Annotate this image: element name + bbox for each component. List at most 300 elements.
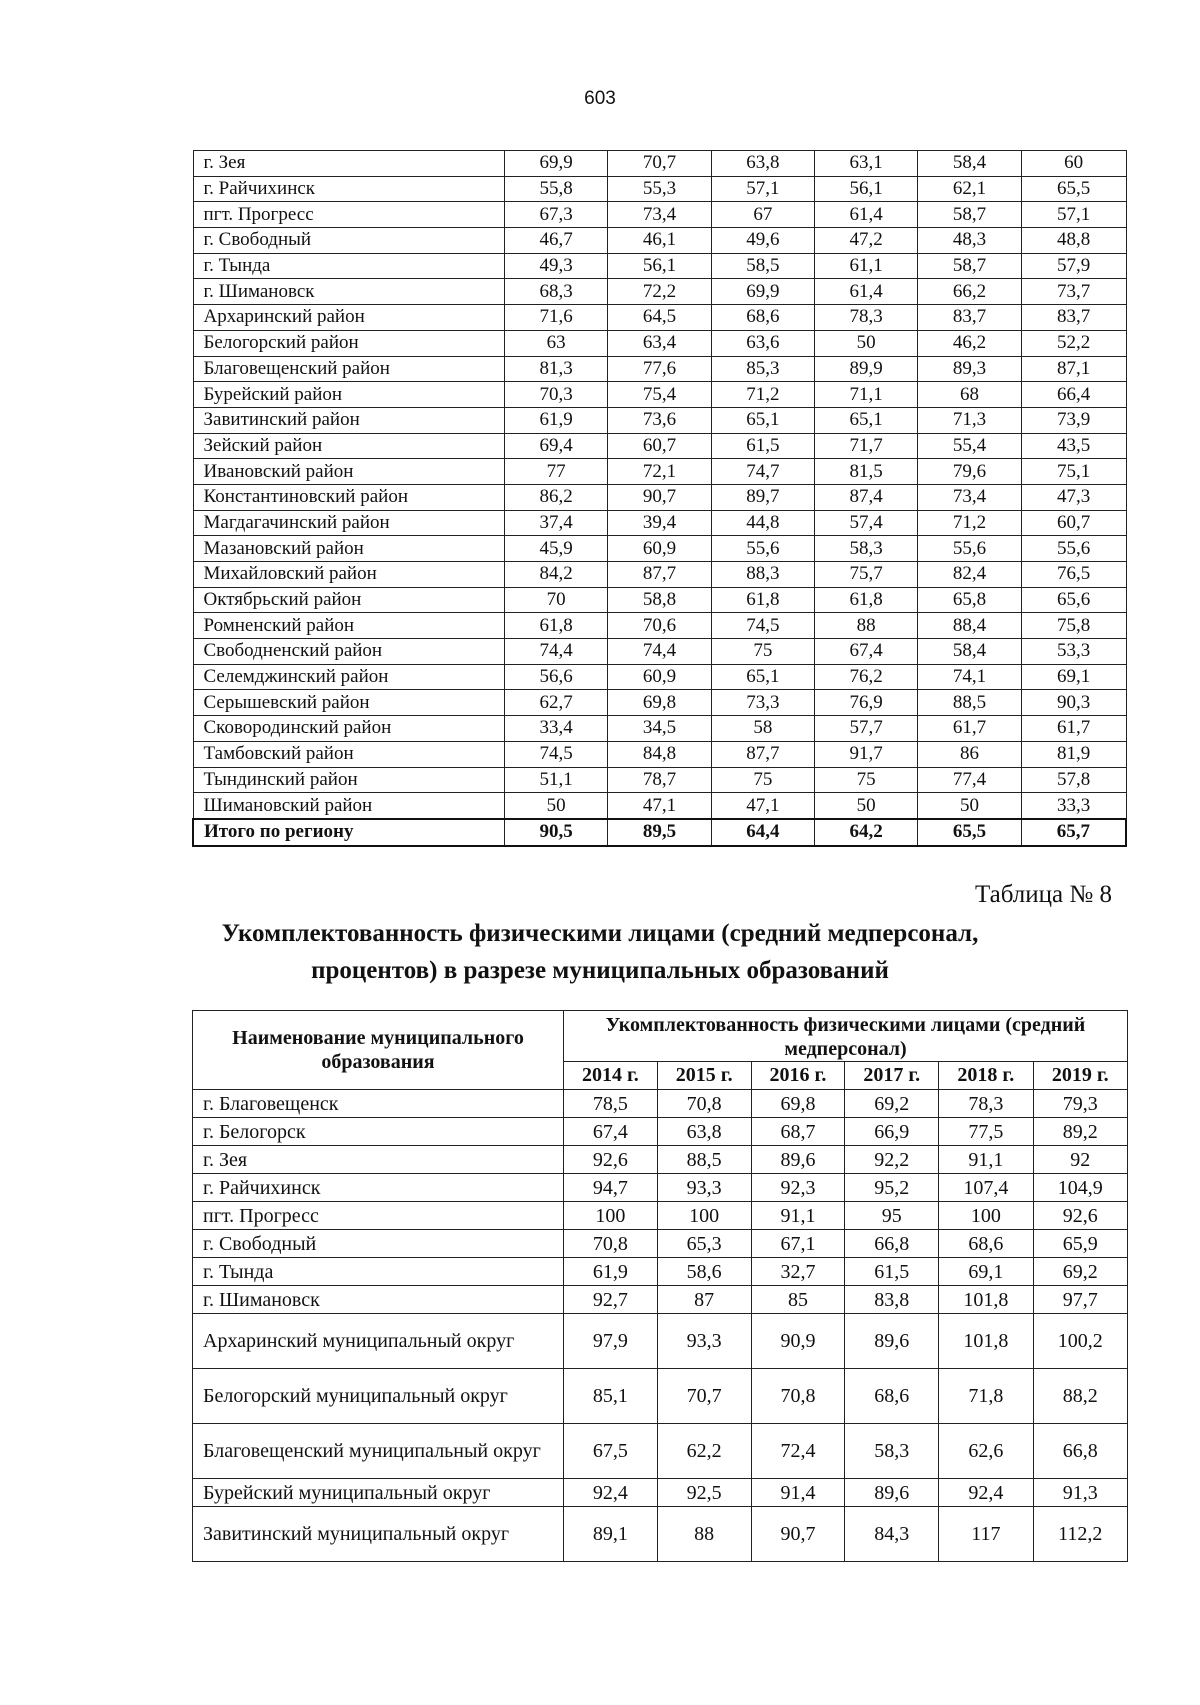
table-row [193, 279, 1126, 305]
value-cell: 85 [751, 1286, 845, 1314]
table-row [193, 1314, 1128, 1369]
value-cell: 104,9 [1033, 1174, 1127, 1202]
value-cell: 64,4 [711, 819, 814, 846]
value-cell: 73,7 [1021, 279, 1126, 305]
table-row [193, 613, 1126, 639]
value-cell: 69,9 [505, 151, 608, 177]
value-cell: 47,1 [711, 793, 814, 819]
table-row [193, 562, 1126, 588]
municipality-name-cell: Архаринский муниципальный округ [193, 1314, 564, 1369]
value-cell: 71,1 [814, 382, 917, 408]
value-cell: 87,7 [711, 741, 814, 767]
value-cell: 73,9 [1021, 407, 1126, 433]
value-cell: 84,2 [505, 562, 608, 588]
value-cell: 95,2 [845, 1174, 939, 1202]
year-header: 2015 г. [657, 1062, 751, 1090]
value-cell: 70,7 [608, 151, 711, 177]
table-row [193, 151, 1126, 177]
value-cell: 90,5 [505, 819, 608, 846]
value-cell: 83,7 [918, 305, 1021, 331]
value-cell: 74,4 [505, 639, 608, 665]
municipality-name-cell: Итого по региону [193, 819, 505, 846]
value-cell: 69,4 [505, 433, 608, 459]
value-cell: 77,5 [939, 1118, 1033, 1146]
value-cell: 61,8 [711, 587, 814, 613]
municipality-name-cell: Тындинский район [193, 767, 505, 793]
value-cell: 70,8 [751, 1369, 845, 1424]
value-cell: 58,4 [918, 639, 1021, 665]
value-cell: 73,4 [918, 484, 1021, 510]
value-cell: 57,9 [1021, 253, 1126, 279]
value-cell: 91,7 [814, 741, 917, 767]
value-cell: 88,3 [711, 562, 814, 588]
value-cell: 65,6 [1021, 587, 1126, 613]
table-row [193, 1507, 1128, 1562]
value-cell: 58,7 [918, 202, 1021, 228]
municipality-name-cell: Мазановский район [193, 536, 505, 562]
table-row [193, 819, 1126, 846]
value-cell: 33,3 [1021, 793, 1126, 819]
value-cell: 101,8 [939, 1286, 1033, 1314]
value-cell: 70 [505, 587, 608, 613]
municipality-name-cell: Благовещенский муниципальный округ [193, 1424, 564, 1479]
value-cell: 76,9 [814, 690, 917, 716]
value-cell: 91,4 [751, 1479, 845, 1507]
municipality-name-cell: пгт. Прогресс [193, 202, 505, 228]
value-cell: 56,6 [505, 664, 608, 690]
value-cell: 50 [918, 793, 1021, 819]
value-cell: 61,5 [845, 1258, 939, 1286]
value-cell: 92 [1033, 1146, 1127, 1174]
value-cell: 51,1 [505, 767, 608, 793]
value-cell: 58,4 [918, 151, 1021, 177]
table-row [193, 305, 1126, 331]
municipality-name-cell: Завитинский район [193, 407, 505, 433]
value-cell: 88 [814, 613, 917, 639]
municipality-name-cell: Свободненский район [193, 639, 505, 665]
page-number: 603 [584, 88, 616, 109]
value-cell: 61,8 [505, 613, 608, 639]
value-cell: 92,4 [564, 1479, 658, 1507]
table-row [193, 536, 1126, 562]
value-cell: 61,7 [918, 716, 1021, 742]
value-cell: 93,3 [657, 1314, 751, 1369]
value-cell: 62,6 [939, 1424, 1033, 1479]
staffing-table-8 [192, 1010, 1128, 1562]
value-cell: 89,5 [608, 819, 711, 846]
value-cell: 74,5 [711, 613, 814, 639]
value-cell: 55,6 [918, 536, 1021, 562]
value-cell: 72,1 [608, 459, 711, 485]
value-cell: 78,3 [814, 305, 917, 331]
table-title-line-1: Укомплектованность физическими лицами (средний медперсонал, [221, 920, 979, 947]
table-row [193, 716, 1126, 742]
value-cell: 85,3 [711, 356, 814, 382]
value-cell: 92,2 [845, 1146, 939, 1174]
value-cell: 50 [505, 793, 608, 819]
value-cell: 86 [918, 741, 1021, 767]
municipality-name-cell: г. Шимановск [193, 1286, 564, 1314]
table-body [193, 1090, 1128, 1562]
value-cell: 71,2 [711, 382, 814, 408]
value-cell: 52,2 [1021, 330, 1126, 356]
value-cell: 74,4 [608, 639, 711, 665]
value-cell: 67,5 [564, 1424, 658, 1479]
value-cell: 46,2 [918, 330, 1021, 356]
value-cell: 79,6 [918, 459, 1021, 485]
value-cell: 77,4 [918, 767, 1021, 793]
value-cell: 68,3 [505, 279, 608, 305]
value-cell: 101,8 [939, 1314, 1033, 1369]
value-cell: 75,1 [1021, 459, 1126, 485]
municipality-name-cell: г. Райчихинск [193, 176, 505, 202]
value-cell: 58,3 [845, 1424, 939, 1479]
value-cell: 97,9 [564, 1314, 658, 1369]
value-cell: 69,8 [608, 690, 711, 716]
value-cell: 65,1 [711, 664, 814, 690]
table-row [193, 356, 1126, 382]
table-row [193, 1286, 1128, 1314]
municipality-name-cell: г. Шимановск [193, 279, 505, 305]
municipality-name-cell: г. Райчихинск [193, 1174, 564, 1202]
value-cell: 100,2 [1033, 1314, 1127, 1369]
table-row [193, 1479, 1128, 1507]
value-cell: 92,7 [564, 1286, 658, 1314]
value-cell: 65,9 [1033, 1230, 1127, 1258]
value-cell: 66,9 [845, 1118, 939, 1146]
value-cell: 62,2 [657, 1424, 751, 1479]
value-cell: 61,5 [711, 433, 814, 459]
value-cell: 56,1 [814, 176, 917, 202]
value-cell: 55,3 [608, 176, 711, 202]
year-header: 2018 г. [939, 1062, 1033, 1090]
value-cell: 69,9 [711, 279, 814, 305]
value-cell: 69,1 [1021, 664, 1126, 690]
value-cell: 69,1 [939, 1258, 1033, 1286]
value-cell: 68,6 [711, 305, 814, 331]
value-cell: 75,7 [814, 562, 917, 588]
value-cell: 47,3 [1021, 484, 1126, 510]
value-cell: 67,1 [751, 1230, 845, 1258]
value-cell: 49,3 [505, 253, 608, 279]
municipality-name-cell: г. Благовещенск [193, 1090, 564, 1118]
value-cell: 47,1 [608, 793, 711, 819]
table-row [193, 767, 1126, 793]
municipality-name-cell: г. Свободный [193, 1230, 564, 1258]
column-header-name: Наименование муниципального образования [193, 1011, 564, 1090]
table-row [193, 1424, 1128, 1479]
value-cell: 47,2 [814, 228, 917, 254]
value-cell: 107,4 [939, 1174, 1033, 1202]
municipality-name-cell: Ромненский район [193, 613, 505, 639]
table-row [193, 433, 1126, 459]
value-cell: 117 [939, 1507, 1033, 1562]
year-header: 2014 г. [564, 1062, 658, 1090]
value-cell: 73,3 [711, 690, 814, 716]
value-cell: 71,8 [939, 1369, 1033, 1424]
value-cell: 74,1 [918, 664, 1021, 690]
value-cell: 81,9 [1021, 741, 1126, 767]
value-cell: 57,1 [1021, 202, 1126, 228]
table-row [193, 639, 1126, 665]
value-cell: 48,8 [1021, 228, 1126, 254]
value-cell: 58 [711, 716, 814, 742]
value-cell: 61,9 [505, 407, 608, 433]
value-cell: 100 [564, 1202, 658, 1230]
table-row [193, 1118, 1128, 1146]
value-cell: 37,4 [505, 510, 608, 536]
value-cell: 69,8 [751, 1090, 845, 1118]
municipality-name-cell: Благовещенский район [193, 356, 505, 382]
value-cell: 58,3 [814, 536, 917, 562]
value-cell: 75 [711, 767, 814, 793]
municipality-name-cell: Шимановский район [193, 793, 505, 819]
value-cell: 64,5 [608, 305, 711, 331]
value-cell: 92,6 [564, 1146, 658, 1174]
table-row [193, 690, 1126, 716]
table-row [193, 1174, 1128, 1202]
municipality-name-cell: Селемджинский район [193, 664, 505, 690]
value-cell: 88,2 [1033, 1369, 1127, 1424]
value-cell: 89,2 [1033, 1118, 1127, 1146]
value-cell: 65,8 [918, 587, 1021, 613]
table-row [193, 382, 1126, 408]
value-cell: 79,3 [1033, 1090, 1127, 1118]
municipality-name-cell: пгт. Прогресс [193, 1202, 564, 1230]
value-cell: 60,7 [608, 433, 711, 459]
value-cell: 78,7 [608, 767, 711, 793]
value-cell: 84,3 [845, 1507, 939, 1562]
municipality-name-cell: Октябрьский район [193, 587, 505, 613]
value-cell: 60,9 [608, 536, 711, 562]
value-cell: 57,8 [1021, 767, 1126, 793]
table-row [193, 664, 1126, 690]
value-cell: 93,3 [657, 1174, 751, 1202]
value-cell: 48,3 [918, 228, 1021, 254]
value-cell: 90,7 [751, 1507, 845, 1562]
value-cell: 70,3 [505, 382, 608, 408]
table-row [193, 587, 1126, 613]
value-cell: 55,8 [505, 176, 608, 202]
table-row [193, 741, 1126, 767]
year-header: 2016 г. [751, 1062, 845, 1090]
municipality-name-cell: Белогорский муниципальный округ [193, 1369, 564, 1424]
value-cell: 87 [657, 1286, 751, 1314]
value-cell: 65,5 [918, 819, 1021, 846]
value-cell: 68 [918, 382, 1021, 408]
value-cell: 65,5 [1021, 176, 1126, 202]
table-row [193, 484, 1126, 510]
table-row [193, 459, 1126, 485]
value-cell: 87,4 [814, 484, 917, 510]
table-number-label: Таблица № 8 [974, 881, 1112, 908]
table-title [0, 915, 1200, 989]
value-cell: 90,3 [1021, 690, 1126, 716]
value-cell: 72,4 [751, 1424, 845, 1479]
value-cell: 88,4 [918, 613, 1021, 639]
value-cell: 57,4 [814, 510, 917, 536]
value-cell: 85,1 [564, 1369, 658, 1424]
value-cell: 75 [711, 639, 814, 665]
value-cell: 82,4 [918, 562, 1021, 588]
value-cell: 56,1 [608, 253, 711, 279]
value-cell: 58,8 [608, 587, 711, 613]
table-row [193, 1230, 1128, 1258]
value-cell: 45,9 [505, 536, 608, 562]
municipality-name-cell: Бурейский район [193, 382, 505, 408]
value-cell: 33,4 [505, 716, 608, 742]
value-cell: 75,8 [1021, 613, 1126, 639]
value-cell: 58,7 [918, 253, 1021, 279]
value-cell: 89,1 [564, 1507, 658, 1562]
value-cell: 71,3 [918, 407, 1021, 433]
value-cell: 67,3 [505, 202, 608, 228]
value-cell: 64,2 [814, 819, 917, 846]
value-cell: 70,8 [657, 1090, 751, 1118]
value-cell: 66,8 [1033, 1424, 1127, 1479]
municipality-name-cell: г. Свободный [193, 228, 505, 254]
value-cell: 61,7 [1021, 716, 1126, 742]
value-cell: 46,7 [505, 228, 608, 254]
value-cell: 63,8 [657, 1118, 751, 1146]
value-cell: 75,4 [608, 382, 711, 408]
value-cell: 43,5 [1021, 433, 1126, 459]
value-cell: 65,7 [1021, 819, 1126, 846]
value-cell: 65,3 [657, 1230, 751, 1258]
value-cell: 60 [1021, 151, 1126, 177]
value-cell: 63 [505, 330, 608, 356]
value-cell: 92,6 [1033, 1202, 1127, 1230]
value-cell: 61,4 [814, 202, 917, 228]
value-cell: 49,6 [711, 228, 814, 254]
table-row [193, 253, 1126, 279]
municipality-name-cell: Ивановский район [193, 459, 505, 485]
value-cell: 91,1 [751, 1202, 845, 1230]
table-row [193, 1146, 1128, 1174]
value-cell: 91,1 [939, 1146, 1033, 1174]
value-cell: 55,6 [1021, 536, 1126, 562]
value-cell: 77,6 [608, 356, 711, 382]
value-cell: 97,7 [1033, 1286, 1127, 1314]
municipality-name-cell: Зейский район [193, 433, 505, 459]
table-row [193, 793, 1126, 819]
value-cell: 57,1 [711, 176, 814, 202]
municipality-name-cell: Магдагачинский район [193, 510, 505, 536]
value-cell: 34,5 [608, 716, 711, 742]
value-cell: 68,6 [845, 1369, 939, 1424]
value-cell: 81,3 [505, 356, 608, 382]
table-row [193, 176, 1126, 202]
table-row [193, 1369, 1128, 1424]
value-cell: 69,2 [845, 1090, 939, 1118]
value-cell: 86,2 [505, 484, 608, 510]
value-cell: 53,3 [1021, 639, 1126, 665]
value-cell: 76,5 [1021, 562, 1126, 588]
value-cell: 63,8 [711, 151, 814, 177]
value-cell: 73,6 [608, 407, 711, 433]
value-cell: 68,6 [939, 1230, 1033, 1258]
value-cell: 62,7 [505, 690, 608, 716]
value-cell: 83,8 [845, 1286, 939, 1314]
value-cell: 61,4 [814, 279, 917, 305]
value-cell: 94,7 [564, 1174, 658, 1202]
table-row [193, 1090, 1128, 1118]
value-cell: 71,6 [505, 305, 608, 331]
table-row [193, 1202, 1128, 1230]
value-cell: 62,1 [918, 176, 1021, 202]
value-cell: 92,3 [751, 1174, 845, 1202]
year-header: 2017 г. [845, 1062, 939, 1090]
value-cell: 89,3 [918, 356, 1021, 382]
value-cell: 76,2 [814, 664, 917, 690]
value-cell: 66,8 [845, 1230, 939, 1258]
value-cell: 39,4 [608, 510, 711, 536]
value-cell: 50 [814, 793, 917, 819]
value-cell: 88,5 [918, 690, 1021, 716]
value-cell: 50 [814, 330, 917, 356]
value-cell: 61,9 [564, 1258, 658, 1286]
value-cell: 70,7 [657, 1369, 751, 1424]
value-cell: 81,5 [814, 459, 917, 485]
value-cell: 55,4 [918, 433, 1021, 459]
value-cell: 100 [939, 1202, 1033, 1230]
municipality-name-cell: Бурейский муниципальный округ [193, 1479, 564, 1507]
value-cell: 77 [505, 459, 608, 485]
value-cell: 63,1 [814, 151, 917, 177]
value-cell: 70,6 [608, 613, 711, 639]
value-cell: 65,1 [711, 407, 814, 433]
value-cell: 78,3 [939, 1090, 1033, 1118]
value-cell: 89,6 [751, 1146, 845, 1174]
value-cell: 58,6 [657, 1258, 751, 1286]
value-cell: 74,5 [505, 741, 608, 767]
staffing-table-continued [192, 150, 1127, 847]
municipality-name-cell: Константиновский район [193, 484, 505, 510]
value-cell: 95 [845, 1202, 939, 1230]
value-cell: 71,2 [918, 510, 1021, 536]
value-cell: 67,4 [814, 639, 917, 665]
value-cell: 92,4 [939, 1479, 1033, 1507]
value-cell: 57,7 [814, 716, 917, 742]
value-cell: 72,2 [608, 279, 711, 305]
value-cell: 90,9 [751, 1314, 845, 1369]
value-cell: 55,6 [711, 536, 814, 562]
value-cell: 60,7 [1021, 510, 1126, 536]
table-title-line-2: процентов) в разрезе муниципальных образований [311, 957, 889, 984]
table-row [193, 1258, 1128, 1286]
value-cell: 92,5 [657, 1479, 751, 1507]
value-cell: 87,7 [608, 562, 711, 588]
value-cell: 89,7 [711, 484, 814, 510]
municipality-name-cell: Сковородинский район [193, 716, 505, 742]
table-row [193, 202, 1126, 228]
year-header: 2019 г. [1033, 1062, 1127, 1090]
municipality-name-cell: Серышевский район [193, 690, 505, 716]
value-cell: 88,5 [657, 1146, 751, 1174]
value-cell: 66,2 [918, 279, 1021, 305]
value-cell: 63,4 [608, 330, 711, 356]
value-cell: 63,6 [711, 330, 814, 356]
municipality-name-cell: г. Тында [193, 253, 505, 279]
value-cell: 68,7 [751, 1118, 845, 1146]
municipality-name-cell: г. Зея [193, 151, 505, 177]
value-cell: 83,7 [1021, 305, 1126, 331]
municipality-name-cell: Архаринский район [193, 305, 505, 331]
value-cell: 84,8 [608, 741, 711, 767]
column-header-group: Укомплектованность физическими лицами (средний медперсонал) [564, 1011, 1128, 1062]
municipality-name-cell: г. Белогорск [193, 1118, 564, 1146]
value-cell: 66,4 [1021, 382, 1126, 408]
